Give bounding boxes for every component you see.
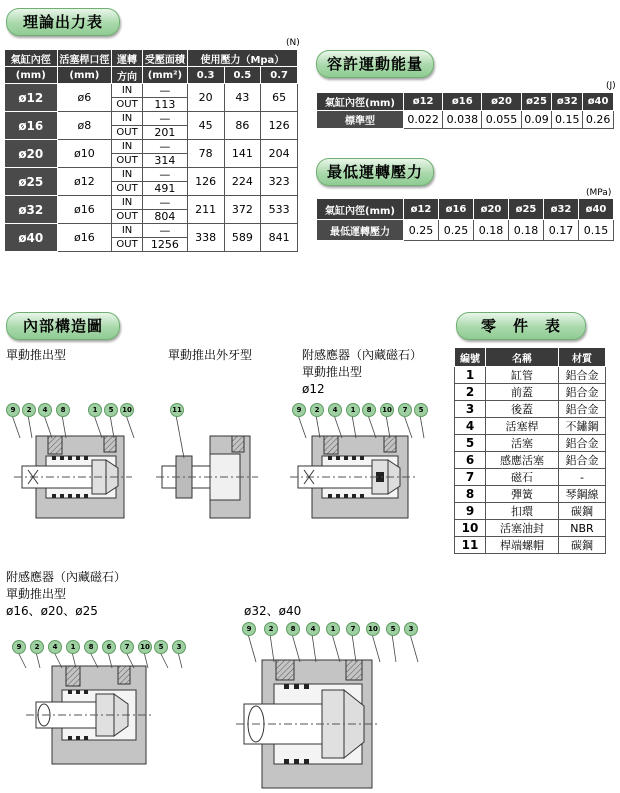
rod-cell: ø8 (57, 112, 112, 140)
callout-leader-line (108, 652, 112, 668)
pressure-header: 使用壓力（Mpa） (187, 50, 297, 67)
bore-col-header: ø25 (521, 93, 552, 111)
bore-col-header: ø20 (474, 199, 509, 220)
diagram-5-drawing (236, 660, 380, 788)
area-header: 受壓面積 (142, 50, 187, 67)
callout-leader-line (94, 415, 102, 438)
rod-cell: ø6 (57, 84, 112, 112)
callout-bubble: 10 (380, 403, 394, 417)
bore-col-header: ø16 (443, 93, 482, 111)
diagram-1-label: 單動推出型 (6, 348, 67, 362)
callout-bubble: 7 (346, 622, 360, 636)
dir-in-cell: IN (112, 140, 143, 154)
output-section-title: 理論出力表 (6, 8, 120, 36)
part-number: 11 (455, 537, 486, 554)
value-cell: 0.022 (404, 111, 443, 129)
force-cell-2: 43 (224, 84, 261, 112)
value-cell: 0.25 (404, 220, 439, 241)
value-cell: 0.055 (482, 111, 521, 129)
min-pressure-header: 氣缸內徑(mm) (317, 199, 404, 220)
allowable-unit: (J) (606, 81, 616, 91)
part-number: 6 (455, 452, 486, 469)
parts-material-header: 材質 (559, 348, 606, 367)
callout-leader-line (126, 652, 134, 668)
part-material: 碳鋼 (559, 503, 606, 520)
output-unit: (N) (286, 38, 300, 48)
part-material: 鋁合金 (559, 435, 606, 452)
force-cell-1: 78 (187, 140, 224, 168)
callout-leader-line (352, 415, 356, 438)
callout-bubble: 9 (292, 403, 306, 417)
allowable-header: 氣缸內徑(mm) (317, 93, 404, 111)
bore-col-header: ø12 (404, 199, 439, 220)
parts-row (455, 452, 606, 469)
value-cell: 0.18 (509, 220, 544, 241)
callout-leader-line (420, 415, 424, 438)
dir-in-cell: IN (112, 112, 143, 126)
force-cell-2: 372 (224, 196, 261, 224)
callout-bubble: 9 (12, 640, 26, 654)
min-pressure-row-label: 最低運轉壓力 (317, 220, 404, 241)
callout-bubble: 3 (404, 622, 418, 636)
part-material: 鋁合金 (559, 384, 606, 401)
callout-leader-line (334, 415, 342, 438)
callout-bubble: 7 (120, 640, 134, 654)
allowable-row-label: 標準型 (317, 111, 404, 129)
parts-row (455, 418, 606, 435)
pressure-col-3: 0.7 (261, 67, 298, 84)
callout-leader-line (270, 634, 274, 662)
callout-leader-line (392, 634, 396, 662)
part-name: 桿端螺帽 (486, 537, 559, 554)
dir-out-cell: OUT (112, 154, 143, 168)
table-row (5, 112, 298, 126)
bore-subheader: (mm) (5, 67, 58, 84)
area-out-cell: 113 (142, 98, 187, 112)
parts-row (455, 486, 606, 503)
diagram-4-label-1: 附感應器（內藏磁石） (6, 570, 127, 584)
callout-leader-line (248, 634, 256, 662)
diagram-4-label-3: ø16、ø20、ø25 (6, 604, 98, 618)
rod-subheader: (mm) (57, 67, 112, 84)
table-row (5, 196, 298, 210)
min-pressure-section-title: 最低運轉壓力 (316, 158, 434, 186)
bore-header: 氣缸內徑 (5, 50, 58, 67)
callout-leader-line (372, 634, 380, 662)
area-in-cell: — (142, 196, 187, 210)
callout-leader-line (352, 634, 356, 662)
min-pressure-table (316, 198, 614, 241)
bore-col-header: ø32 (552, 93, 583, 111)
callout-leader-line (160, 652, 168, 668)
diagram-2-drawing (156, 436, 258, 518)
callout-bubble: 2 (30, 640, 44, 654)
callout-leader-line (316, 415, 320, 438)
callout-leader-line (28, 415, 32, 438)
part-name: 感應活塞 (486, 452, 559, 469)
callout-bubble: 1 (326, 622, 340, 636)
table-row (5, 224, 298, 238)
area-out-cell: 804 (142, 210, 187, 224)
value-cell: 0.038 (443, 111, 482, 129)
area-out-cell: 491 (142, 182, 187, 196)
part-number: 2 (455, 384, 486, 401)
callout-leader-line (410, 634, 418, 662)
part-material: 鋁合金 (559, 452, 606, 469)
bore-col-header: ø40 (583, 93, 614, 111)
area-out-cell: 201 (142, 126, 187, 140)
callout-leader-line (62, 415, 66, 438)
callout-leader-line (292, 634, 300, 662)
bore-col-header: ø16 (439, 199, 474, 220)
force-cell-3: 204 (261, 140, 298, 168)
force-cell-1: 126 (187, 168, 224, 196)
dir-out-cell: OUT (112, 98, 143, 112)
callout-bubble: 8 (362, 403, 376, 417)
parts-row (455, 435, 606, 452)
part-number: 9 (455, 503, 486, 520)
callout-bubble: 3 (172, 640, 186, 654)
force-cell-2: 141 (224, 140, 261, 168)
diagram-3-drawing (290, 436, 416, 518)
rod-cell: ø16 (57, 224, 112, 252)
parts-row (455, 384, 606, 401)
callout-bubble: 8 (286, 622, 300, 636)
part-name: 活塞油封 (486, 520, 559, 537)
part-name: 扣環 (486, 503, 559, 520)
callout-bubble: 7 (398, 403, 412, 417)
output-force-table (4, 49, 298, 252)
callout-bubble: 6 (102, 640, 116, 654)
part-material: 不鏽鋼 (559, 418, 606, 435)
bore-cell: ø16 (5, 112, 58, 140)
callout-leader-line (176, 415, 184, 458)
part-name: 後蓋 (486, 401, 559, 418)
force-cell-3: 323 (261, 168, 298, 196)
part-material: 鋁合金 (559, 401, 606, 418)
force-cell-2: 589 (224, 224, 261, 252)
part-material: NBR (559, 520, 606, 537)
callout-bubble: 9 (242, 622, 256, 636)
area-subheader: (mm²) (142, 67, 187, 84)
callout-bubble: 2 (310, 403, 324, 417)
value-cell: 0.18 (474, 220, 509, 241)
pressure-col-1: 0.3 (187, 67, 224, 84)
part-material: 碳鋼 (559, 537, 606, 554)
parts-name-header: 名稱 (486, 348, 559, 367)
callout-bubble: 10 (138, 640, 152, 654)
rod-cell: ø12 (57, 168, 112, 196)
diagram-1-drawing (14, 436, 132, 518)
bore-col-header: ø20 (482, 93, 521, 111)
part-number: 4 (455, 418, 486, 435)
callout-leader-line (90, 652, 98, 668)
callout-bubble: 5 (154, 640, 168, 654)
callout-bubble: 1 (88, 403, 102, 417)
callout-bubble: 1 (346, 403, 360, 417)
force-cell-1: 211 (187, 196, 224, 224)
callout-leader-line (126, 415, 134, 438)
dir-in-cell: IN (112, 84, 143, 98)
part-material: - (559, 469, 606, 486)
dir-in-cell: IN (112, 196, 143, 210)
callout-leader-line (332, 634, 340, 662)
dir-out-cell: OUT (112, 182, 143, 196)
parts-row (455, 367, 606, 384)
callout-leader-line (386, 415, 390, 438)
callout-leader-line (298, 415, 306, 438)
callout-leader-line (110, 415, 114, 438)
table-row (5, 168, 298, 182)
area-out-cell: 1256 (142, 238, 187, 252)
parts-row (455, 469, 606, 486)
part-name: 缸管 (486, 367, 559, 384)
force-cell-3: 841 (261, 224, 298, 252)
force-cell-3: 126 (261, 112, 298, 140)
callout-bubble: 4 (306, 622, 320, 636)
callout-leader-line (54, 652, 62, 668)
bore-cell: ø20 (5, 140, 58, 168)
bore-cell: ø12 (5, 84, 58, 112)
parts-row (455, 401, 606, 418)
area-in-cell: — (142, 168, 187, 182)
parts-no-header: 編號 (455, 348, 486, 367)
callout-leader-line (18, 652, 26, 668)
bore-col-header: ø40 (579, 199, 614, 220)
bore-cell: ø25 (5, 168, 58, 196)
table-row (5, 84, 298, 98)
area-in-cell: — (142, 140, 187, 154)
diagram-4-drawing (26, 666, 154, 764)
callout-bubble: 11 (170, 403, 184, 417)
callout-leader-line (178, 652, 182, 668)
diagram-4-label-2: 單動推出型 (6, 587, 67, 601)
pressure-col-2: 0.5 (224, 67, 261, 84)
parts-table (454, 347, 606, 554)
force-cell-1: 338 (187, 224, 224, 252)
part-material: 琴鋼線 (559, 486, 606, 503)
part-number: 1 (455, 367, 486, 384)
force-cell-2: 224 (224, 168, 261, 196)
value-cell: 0.25 (439, 220, 474, 241)
bore-col-header: ø25 (509, 199, 544, 220)
dir-out-cell: OUT (112, 210, 143, 224)
part-number: 5 (455, 435, 486, 452)
callout-bubble: 5 (104, 403, 118, 417)
force-cell-3: 533 (261, 196, 298, 224)
callout-bubble: 4 (328, 403, 342, 417)
dir-out-cell: OUT (112, 238, 143, 252)
callout-leader-line (404, 415, 412, 438)
value-cell: 0.15 (552, 111, 583, 129)
part-number: 10 (455, 520, 486, 537)
callout-bubble: 5 (386, 622, 400, 636)
callout-bubble: 10 (120, 403, 134, 417)
callout-leader-line (12, 415, 20, 438)
parts-row (455, 537, 606, 554)
callout-bubble: 8 (56, 403, 70, 417)
rod-header: 活塞桿口徑 (57, 50, 112, 67)
callout-bubble: 2 (22, 403, 36, 417)
area-in-cell: — (142, 224, 187, 238)
diagram-3-label-3: ø12 (302, 382, 325, 396)
dir-in-cell: IN (112, 168, 143, 182)
part-name: 活塞 (486, 435, 559, 452)
dir-out-cell: OUT (112, 126, 143, 140)
allowable-section-title: 容許運動能量 (316, 50, 434, 78)
force-cell-1: 45 (187, 112, 224, 140)
bore-cell: ø32 (5, 196, 58, 224)
bore-cell: ø40 (5, 224, 58, 252)
part-name: 彈簧 (486, 486, 559, 503)
parts-row (455, 520, 606, 537)
diagram-3-label-2: 單動推出型 (302, 365, 363, 379)
callout-leader-line (144, 652, 148, 668)
part-number: 3 (455, 401, 486, 418)
part-name: 活塞桿 (486, 418, 559, 435)
bore-col-header: ø32 (544, 199, 579, 220)
value-cell: 0.09 (521, 111, 552, 129)
rod-cell: ø16 (57, 196, 112, 224)
structure-section-title: 內部構造圖 (6, 312, 120, 340)
diagram-2-label: 單動推出外牙型 (168, 348, 253, 362)
callout-leader-line (312, 634, 316, 662)
callout-bubble: 4 (38, 403, 52, 417)
part-number: 7 (455, 469, 486, 486)
value-cell: 0.26 (583, 111, 614, 129)
diagram-3-label-1: 附感應器（內藏磁石） (302, 348, 423, 362)
callout-leader-line (72, 652, 76, 668)
rod-cell: ø10 (57, 140, 112, 168)
force-cell-1: 20 (187, 84, 224, 112)
part-material: 鋁合金 (559, 367, 606, 384)
callout-leader-line (36, 652, 40, 668)
area-in-cell: — (142, 84, 187, 98)
callout-bubble: 8 (84, 640, 98, 654)
area-in-cell: — (142, 112, 187, 126)
part-number: 8 (455, 486, 486, 503)
callout-bubble: 5 (414, 403, 428, 417)
dir-in-cell: IN (112, 224, 143, 238)
force-cell-3: 65 (261, 84, 298, 112)
allowable-table (316, 92, 614, 129)
min-pressure-unit: (MPa) (586, 188, 612, 198)
parts-row (455, 503, 606, 520)
callout-bubble: 9 (6, 403, 20, 417)
table-row (5, 140, 298, 154)
parts-section-title: 零 件 表 (456, 312, 586, 340)
bore-col-header: ø12 (404, 93, 443, 111)
callout-bubble: 2 (264, 622, 278, 636)
dir-subheader: 方向 (112, 67, 143, 84)
callout-leader-line (368, 415, 376, 438)
part-name: 磁石 (486, 469, 559, 486)
value-cell: 0.17 (544, 220, 579, 241)
diagram-5-label: ø32、ø40 (244, 604, 302, 618)
callout-bubble: 4 (48, 640, 62, 654)
part-name: 前蓋 (486, 384, 559, 401)
dir-header: 運轉 (112, 50, 143, 67)
area-out-cell: 314 (142, 154, 187, 168)
callout-bubble: 1 (66, 640, 80, 654)
force-cell-2: 86 (224, 112, 261, 140)
callout-bubble: 10 (366, 622, 380, 636)
callout-leader-line (44, 415, 52, 438)
value-cell: 0.15 (579, 220, 614, 241)
